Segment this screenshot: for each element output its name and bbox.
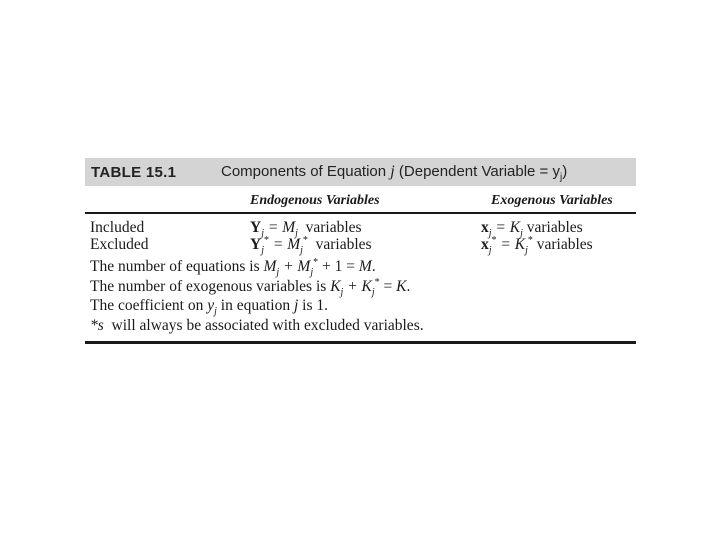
header-endogenous: Endogenous Variables xyxy=(250,193,380,208)
bottom-rule xyxy=(85,341,636,344)
table-body xyxy=(85,219,636,257)
table-notes xyxy=(85,257,636,335)
header-rule xyxy=(85,212,636,214)
note-number-of-equations: The number of equations is $M_j + M_j^* + 1 = M$. xyxy=(90,256,376,279)
table-row-excluded xyxy=(85,234,636,257)
row-label: Excluded xyxy=(90,236,149,253)
table-number: TABLE 15.1 xyxy=(91,163,177,181)
row-label: Included xyxy=(90,219,145,236)
table-title: Components of Equation j (Dependent Variable = $y_j$) xyxy=(221,163,568,183)
table-15-1 xyxy=(85,158,636,344)
note-asterisk: *s will always be associated with excluded variables. xyxy=(90,316,424,334)
exogenous-cell: $x_j^* = K_j^*$ variables xyxy=(481,234,593,257)
endogenous-cell: $Y_j = M_j$ variables xyxy=(250,219,362,240)
table-caption-bar xyxy=(85,158,636,186)
header-exogenous: Exogenous Variables xyxy=(491,193,613,208)
note-coefficient: The coefficient on $y_j$ in equation j is 1. xyxy=(90,297,328,318)
table-row-included xyxy=(85,219,636,240)
endogenous-cell: $Y_j^* = M_j^*$ variables xyxy=(250,234,372,257)
exogenous-cell: $x_j = K_j$ variables xyxy=(481,219,583,240)
note-number-of-exogenous: The number of exogenous variables is $K_j + K_j^* = K$. xyxy=(90,276,411,298)
